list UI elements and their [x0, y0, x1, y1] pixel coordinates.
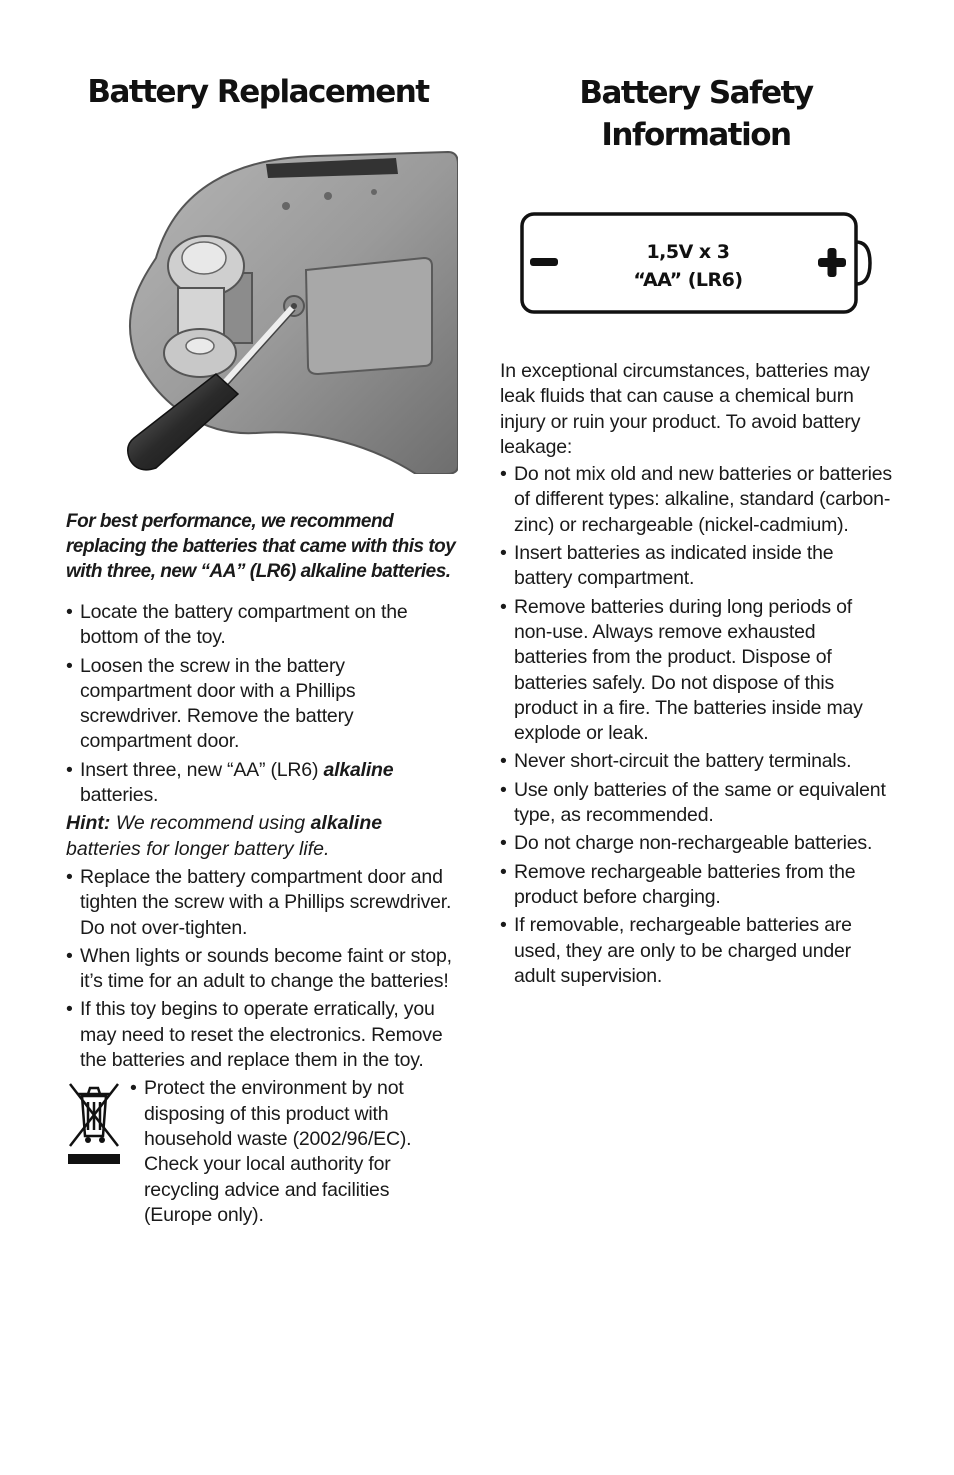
list-item: • Replace the battery compartment door and tighten the screw with a Phillips screwdriver. Do not over-tighten. [66, 865, 458, 941]
hint-emphasis: alkaline [310, 812, 383, 835]
title-line: Battery Safety [579, 75, 813, 111]
safety-list [500, 462, 892, 989]
crossed-out-wheelie-bin-icon [66, 1080, 122, 1166]
list-item: • Never short-circuit the battery terminals. [500, 749, 892, 774]
battery-voltage-label: 1,5V x 3 [646, 241, 730, 263]
performance-recommendation: For best performance, we recommend replacing the batteries that came with this toy with three, new “AA” (LR6) alkaline batteries. [66, 511, 456, 582]
battery-replacement-section [66, 66, 458, 1231]
list-item: • Insert batteries as indicated inside the battery compartment. [500, 541, 892, 592]
step-text: Insert three, new “AA” (LR6) [80, 758, 324, 781]
title-line: Information [601, 117, 791, 153]
replacement-steps-list [66, 600, 458, 808]
list-item: • Remove rechargeable batteries from the product before charging. [500, 860, 892, 911]
minus-terminal-icon [530, 258, 558, 266]
list-item: • Do not charge non-rechargeable batteries. [500, 831, 892, 856]
battery-safety-title [500, 72, 892, 156]
hint-note [66, 811, 458, 862]
list-item [66, 758, 458, 809]
hint-suffix: batteries for longer battery life. [66, 837, 330, 860]
step-text: batteries. [80, 784, 159, 807]
list-item: • Locate the battery compartment on the bottom of the toy. [66, 600, 458, 651]
list-item: • Protect the environment by not disposing of this product with household waste (2002/96/EC). Check your local authority for recycling advice and facilities (Europe only). [130, 1076, 450, 1228]
list-item: • If removable, rechargeable batteries are used, they are only to be charged under adult supervision. [500, 913, 892, 989]
battery-replacement-title: Battery Replacement [87, 74, 429, 110]
screwdriver-battery-door-illustration [116, 148, 458, 474]
list-item: • Remove batteries during long periods of non-use. Always remove exhausted batteries from the product. Dispose of batteries safely. Do not dispose of this product in a fire. The batteries inside may explode or leak. [500, 595, 892, 747]
alkaline-emphasis: alkaline [323, 758, 394, 781]
battery-safety-section [500, 66, 892, 992]
list-item: • If this toy begins to operate erratically, you may need to reset the electronics. Remove the batteries and replace them in the toy. [66, 997, 458, 1073]
hint-text: We recommend using [110, 812, 311, 835]
list-item: • Use only batteries of the same or equivalent type, as recommended. [500, 778, 892, 829]
aa-battery-icon [518, 210, 874, 316]
environment-list [130, 1076, 450, 1231]
environment-notice [66, 1076, 458, 1231]
replacement-steps-list-continued [66, 865, 458, 1073]
list-item: • When lights or sounds become faint or stop, it’s time for an adult to change the batteries! [66, 944, 458, 995]
safety-intro: In exceptional circumstances, batteries may leak fluids that can cause a chemical burn injury or ruin your product. To avoid battery leakage: [500, 360, 870, 458]
battery-type-label: “AA” (LR6) [633, 269, 743, 291]
hint-label: Hint: [66, 812, 111, 835]
list-item: • Loosen the screw in the battery compartment door with a Phillips screwdriver. Remove the battery compartment door. [66, 654, 458, 755]
list-item: • Do not mix old and new batteries or batteries of different types: alkaline, standard (carbon-zinc) or rechargeable (nickel-cadmium). [500, 462, 892, 538]
